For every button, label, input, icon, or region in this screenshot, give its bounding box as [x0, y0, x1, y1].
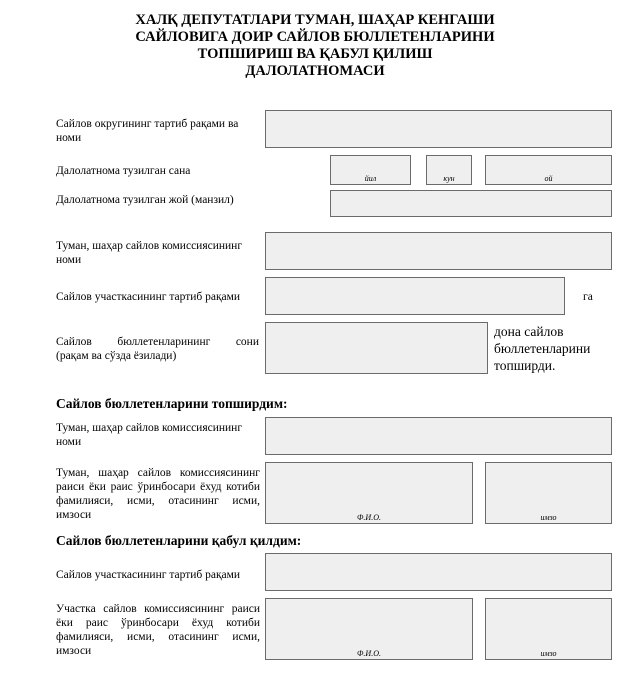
handover-signature-field[interactable]	[485, 462, 612, 524]
date-label: Далолатнома тузилган сана	[56, 165, 191, 177]
title-line-3: ТОПШИРИШ ВА ҚАБУЛ ҚИЛИШ	[197, 46, 433, 62]
title-line-2: САЙЛОВИГА ДОИР САЙЛОВ БЮЛЛЕТЕНЛАРИНИ	[135, 29, 495, 45]
acceptance-precinct-field[interactable]	[265, 553, 612, 591]
ballots-label-line1: Сайлов бюллетенларининг сони	[56, 336, 259, 348]
commission-label: Туман, шаҳар сайлов комиссиясининг номи	[56, 240, 243, 266]
ballots-suffix-line3: топширди.	[494, 358, 556, 373]
precinct-field[interactable]	[265, 277, 565, 315]
ballots-suffix-line1: дона сайлов	[494, 324, 564, 339]
handover-signature-caption: имзо	[540, 513, 557, 522]
handover-heading: Сайлов бюллетенларини топширдим:	[56, 396, 288, 411]
precinct-label: Сайлов участкасининг тартиб рақами	[56, 291, 241, 303]
year-caption: йил	[364, 174, 377, 183]
handover-commission-field[interactable]	[265, 417, 612, 455]
ballots-label-line2: (рақам ва сўзда ёзилади)	[56, 350, 177, 362]
month-caption: ой	[544, 174, 553, 183]
date-year-field[interactable]	[330, 155, 411, 185]
acceptance-signature-caption: имзо	[540, 649, 557, 658]
handover-fio-field[interactable]	[265, 462, 473, 524]
acceptance-fio-caption: Ф.И.О.	[357, 649, 381, 658]
district-label: Сайлов округининг тартиб рақами ва номи	[56, 118, 239, 144]
ballots-suffix-line2: бюллетенларини	[494, 341, 591, 356]
acceptance-signature-field[interactable]	[485, 598, 612, 660]
precinct-suffix: га	[583, 291, 593, 303]
handover-commission-label: Туман, шаҳар сайлов комиссиясининг номи	[56, 422, 243, 448]
acceptance-precinct-label: Сайлов участкасининг тартиб рақами	[56, 569, 241, 581]
date-month-field[interactable]	[485, 155, 612, 185]
day-caption: кун	[443, 174, 455, 183]
title-line-1: ХАЛҚ ДЕПУТАТЛАРИ ТУМАН, ШАҲАР КЕНГАШИ	[135, 12, 495, 28]
acceptance-fio-field[interactable]	[265, 598, 473, 660]
handover-signer-label: Туман, шаҳар сайлов комиссиясининг раиси ёки раис ўринбосари ёхуд котиби фамилияси, исми, отасининг исми, имзоси	[56, 467, 260, 521]
title-line-4: ДАЛОЛАТНОМАСИ	[245, 63, 385, 79]
handover-fio-caption: Ф.И.О.	[357, 513, 381, 522]
document-title	[0, 12, 630, 80]
district-field[interactable]	[265, 110, 612, 148]
acceptance-heading: Сайлов бюллетенларини қабул қилдим:	[56, 533, 302, 548]
place-field[interactable]	[330, 190, 612, 217]
ballots-field[interactable]	[265, 322, 488, 374]
date-day-field[interactable]	[426, 155, 472, 185]
acceptance-signer-label: Участка сайлов комиссиясининг раиси ёки раис ўринбосари ёхуд котиби фамилияси, исми, отасининг исми, имзоси	[56, 603, 260, 657]
place-label: Далолатнома тузилган жой (манзил)	[56, 194, 234, 206]
commission-field[interactable]	[265, 232, 612, 270]
